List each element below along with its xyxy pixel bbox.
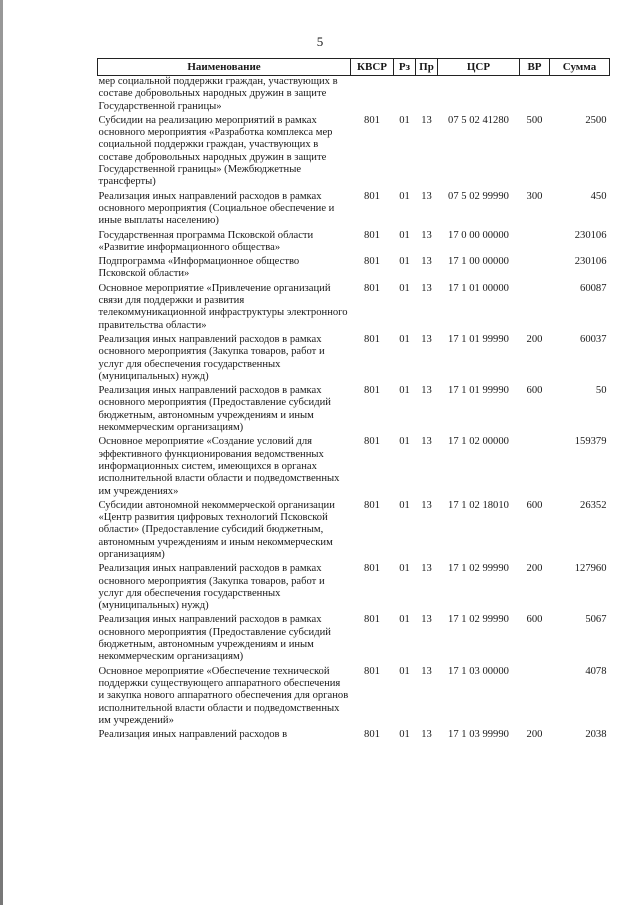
cell-name: Реализация иных направлений расходов в рамках основного мероприятия (Закупка товаров, работ и услуг для обеспечения государственных (муниципальных) нужд) <box>98 563 325 612</box>
cell-kvsr: 801 <box>364 229 380 241</box>
cell-pr: 13 <box>421 499 432 511</box>
cell-pr: 13 <box>421 190 432 202</box>
table-row <box>98 115 610 191</box>
cell-pr: 13 <box>421 333 432 345</box>
table-row <box>98 563 610 614</box>
cell-name: Основное мероприятие «Обеспечение технической поддержки существующего аппаратного обеспечения и закупка нового аппаратного обеспечения для органов исполнительной власти области и подведомственных им учреждений» <box>98 665 349 726</box>
header-sum: Сумма <box>550 59 610 76</box>
table-row <box>98 385 610 436</box>
cell-vr <box>520 76 550 115</box>
cell-sum: 60037 <box>580 333 607 345</box>
cell-kvsr: 801 <box>364 385 380 397</box>
table-row <box>98 614 610 665</box>
cell-pr: 13 <box>421 282 432 294</box>
cell-rz: 01 <box>399 729 410 741</box>
cell-csr: 17 1 03 99990 <box>448 729 509 741</box>
cell-sum: 5067 <box>585 614 607 626</box>
cell-rz: 01 <box>399 282 410 294</box>
cell-csr: 17 1 01 99990 <box>448 385 509 397</box>
cell-vr <box>520 436 550 499</box>
cell-sum <box>550 76 610 115</box>
cell-pr <box>416 76 438 115</box>
cell-sum: 230106 <box>574 256 607 268</box>
cell-sum: 50 <box>595 385 607 397</box>
cell-rz: 01 <box>399 665 410 677</box>
cell-name: Государственная программа Псковской области «Развитие информационного общества» <box>98 229 314 253</box>
table-row <box>98 500 610 563</box>
cell-pr: 13 <box>421 729 432 741</box>
cell-rz: 01 <box>399 436 410 448</box>
cell-kvsr: 801 <box>364 729 380 741</box>
cell-pr: 13 <box>421 614 432 626</box>
scan-edge <box>0 0 3 905</box>
cell-rz: 01 <box>399 256 410 268</box>
page-number: 5 <box>316 34 324 49</box>
cell-pr: 13 <box>421 114 432 126</box>
cell-name: мер социальной поддержки граждан, участвующих в составе добровольных народных дружин в защите Государственной границы» <box>98 76 338 112</box>
cell-pr: 13 <box>421 665 432 677</box>
cell-kvsr: 801 <box>364 282 380 294</box>
cell-name: Реализация иных направлений расходов в рамках основного мероприятия (Предоставление субсидий бюджетным, автономным учреждениям и иным некоммерческим организациям) <box>98 614 331 663</box>
cell-name: Реализация иных направлений расходов в <box>98 729 288 741</box>
table-row <box>98 666 610 729</box>
cell-sum: 2500 <box>585 114 607 126</box>
cell-name: Реализация иных направлений расходов в рамках основного мероприятия (Закупка товаров, работ и услуг для обеспечения государственных (муниципальных) нужд) <box>98 333 325 382</box>
cell-vr: 600 <box>526 614 543 626</box>
cell-rz: 01 <box>399 229 410 241</box>
cell-csr: 07 5 02 99990 <box>448 190 509 202</box>
cell-vr: 600 <box>526 385 543 397</box>
table-row <box>98 436 610 499</box>
cell-csr: 17 1 02 00000 <box>448 436 509 448</box>
cell-name: Реализация иных направлений расходов в рамках основного мероприятия (Предоставление субсидий бюджетным, автономным учреждениям и иным некоммерческим организациям) <box>98 385 331 434</box>
cell-sum: 230106 <box>574 229 607 241</box>
header-pr: Пр <box>416 59 438 76</box>
cell-sum: 127960 <box>574 563 607 575</box>
cell-name: Основное мероприятие «Создание условий для эффективного функционирования ведомственных информационных систем, имеющихся в органах исполнительной власти области и подведомственных им учреждениях» <box>98 436 340 497</box>
cell-rz: 01 <box>399 190 410 202</box>
cell-vr <box>520 256 550 283</box>
cell-name: Реализация иных направлений расходов в рамках основного мероприятия (Социальное обеспечение и иные выплаты населению) <box>98 190 335 227</box>
cell-rz: 01 <box>399 614 410 626</box>
cell-kvsr: 801 <box>364 436 380 448</box>
cell-vr: 200 <box>526 729 543 741</box>
cell-csr: 17 1 00 00000 <box>448 256 509 268</box>
cell-rz: 01 <box>399 114 410 126</box>
cell-rz: 01 <box>399 563 410 575</box>
table-row <box>98 76 610 115</box>
cell-pr: 13 <box>421 563 432 575</box>
cell-csr <box>438 76 520 115</box>
header-rz: Рз <box>394 59 416 76</box>
cell-csr: 17 1 02 99990 <box>448 614 509 626</box>
cell-kvsr: 801 <box>364 114 380 126</box>
cell-kvsr: 801 <box>364 665 380 677</box>
cell-kvsr: 801 <box>364 333 380 345</box>
cell-rz: 01 <box>399 333 410 345</box>
cell-sum: 159379 <box>574 436 607 448</box>
table-row <box>98 729 610 743</box>
cell-vr: 300 <box>526 190 543 202</box>
cell-kvsr: 801 <box>364 614 380 626</box>
header-name: Наименование <box>98 59 351 76</box>
cell-kvsr <box>351 76 394 115</box>
cell-sum: 2038 <box>585 729 607 741</box>
cell-rz <box>394 76 416 115</box>
table-row <box>98 334 610 385</box>
cell-csr: 17 1 02 99990 <box>448 563 509 575</box>
cell-csr: 07 5 02 41280 <box>448 114 509 126</box>
table-row <box>98 191 610 230</box>
cell-rz: 01 <box>399 499 410 511</box>
cell-kvsr: 801 <box>364 499 380 511</box>
cell-rz: 01 <box>399 385 410 397</box>
cell-name: Подпрограмма «Информационное общество Псковской области» <box>98 256 300 280</box>
cell-sum: 26352 <box>580 499 607 511</box>
table-header-row <box>98 59 610 76</box>
cell-csr: 17 1 01 00000 <box>448 282 509 294</box>
budget-table <box>97 58 610 743</box>
cell-pr: 13 <box>421 436 432 448</box>
cell-name: Субсидии на реализацию мероприятий в рамках основного мероприятия «Разработка комплекса мер социальной поддержки граждан, участвующих в составе добровольных народных дружин в защите Государственной границы» (Межбюджетные трансферты) <box>98 114 333 188</box>
table-body <box>98 76 610 744</box>
cell-csr: 17 1 03 00000 <box>448 665 509 677</box>
cell-vr: 200 <box>526 333 543 345</box>
cell-pr: 13 <box>421 385 432 397</box>
header-vr: ВР <box>520 59 550 76</box>
cell-kvsr: 801 <box>364 256 380 268</box>
cell-csr: 17 0 00 00000 <box>448 229 509 241</box>
cell-vr <box>520 283 550 334</box>
cell-csr: 17 1 01 99990 <box>448 333 509 345</box>
cell-kvsr: 801 <box>364 190 380 202</box>
table-row <box>98 283 610 334</box>
table-row <box>98 230 610 257</box>
cell-pr: 13 <box>421 229 432 241</box>
cell-vr: 500 <box>526 114 543 126</box>
table-row <box>98 256 610 283</box>
cell-sum: 450 <box>590 190 607 202</box>
cell-vr: 600 <box>526 499 543 511</box>
cell-name: Основное мероприятие «Привлечение организаций связи для поддержки и развития телекоммуникационной инфраструктуры электронного правительства области» <box>98 282 348 331</box>
header-kvsr: КВСР <box>351 59 394 76</box>
cell-vr: 200 <box>526 563 543 575</box>
cell-csr: 17 1 02 18010 <box>448 499 509 511</box>
cell-pr: 13 <box>421 256 432 268</box>
cell-sum: 4078 <box>585 665 607 677</box>
header-csr: ЦСР <box>438 59 520 76</box>
cell-sum: 60087 <box>580 282 607 294</box>
cell-kvsr: 801 <box>364 563 380 575</box>
cell-name: Субсидии автономной некоммерческой организации «Центр развития цифровых технологий Псковской области» (Предоставление субсидий бюджетным, автономным учреждениям и иным некоммерческим организациям) <box>98 499 335 560</box>
cell-vr <box>520 230 550 257</box>
cell-vr <box>520 666 550 729</box>
